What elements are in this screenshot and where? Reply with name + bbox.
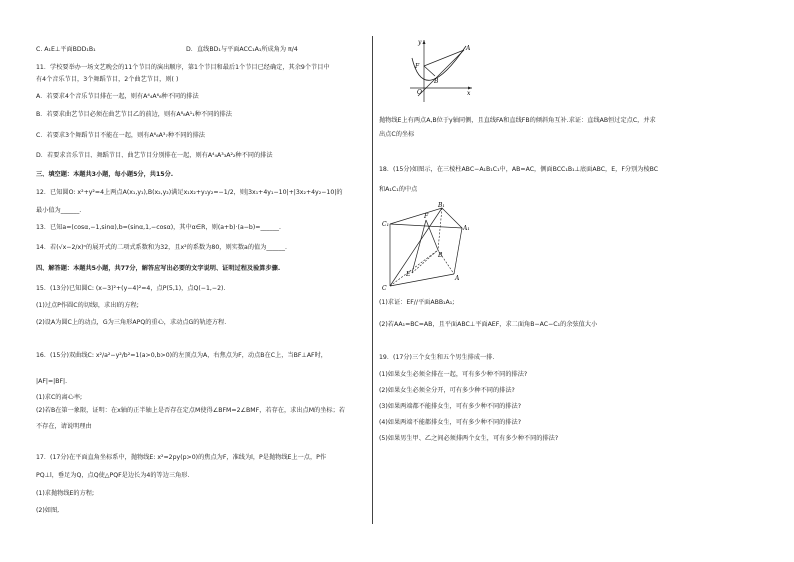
right-text-line: (2)若AA₁=BC=AB，且平面ABC⊥平面AEF，求二面角B−AC−C₁的余弦值大小 xyxy=(379,321,598,328)
fig18-label-e: E xyxy=(406,271,411,278)
left-text-line: 12．已知圆O: x²+y²=4上两点A(x₁,y₁),B(x₂,y₂)满足x₁x₂+y₁y₂=−1/2，则|3x₁+4y₁−10|+|3x₂+4y₂−10|的 xyxy=(36,189,343,196)
right-text-line: 出点C的坐标 xyxy=(379,131,415,138)
left-text-line: 17．(17分)在平面直角坐标系中，抛物线E: x²=2py(p>0)的焦点为F，准线为l，P是抛物线E上一点，P作 xyxy=(36,454,327,461)
right-text-line: (5)如果男生甲、乙之间必须排两个女生，可有多少种不同的排法? xyxy=(379,435,559,442)
left-text-line: C．若要求3个舞蹈节目不能在一起，则有A⁶₆A³₇种不同的排法 xyxy=(36,132,205,139)
right-text-line: 抛物线E上有两点A,B位于y轴同侧，且直线FA和直线FB的倾斜角互补.求证：直线AB恒过定点C，并求 xyxy=(379,117,656,124)
right-text-line: (1)求证：EF//平面ABB₁A₁; xyxy=(379,299,455,306)
fig17-label-y: y xyxy=(418,39,422,46)
left-text-line: 13．已知a=(cosα,−1,sinα),b=(sinα,1,−cosα)，其中α∈R，则(a+b)·(a−b)=______. xyxy=(36,224,281,231)
left-text-line: (1)过点P作圆C的切线l，求出l的方程; xyxy=(36,302,139,309)
left-text-line: D．直线BD₁与平面ACC₁A₁所成角为 π/4 xyxy=(186,46,298,53)
left-text-line: B．若要求曲艺节目必须在曲艺节目乙的前边，则有A⁸₈A¹₁种不同的排法 xyxy=(36,111,232,118)
left-text-line: (1)求C的离心率; xyxy=(36,394,83,401)
left-text-line: (2)如图, xyxy=(36,507,60,514)
left-text-line: (2)若B在第一象限，证明：在x轴的正半轴上是否存在定点M使得∠BFM=2∠BMF，若存在，求出点M的坐标；若 xyxy=(36,407,345,414)
left-text-line: 三、填空题：本题共3小题，每小题5分，共15分. xyxy=(36,171,174,178)
left-text-line: C. A₁E⊥平面BDD₁B₁ xyxy=(36,46,96,53)
column-divider xyxy=(372,36,373,524)
fig17-label-b: B xyxy=(434,78,439,85)
left-text-line: 有4个音乐节目，3个舞蹈节目，2个曲艺节目，则( ) xyxy=(36,76,179,83)
left-text-line: (1)求抛物线E的方程; xyxy=(36,490,95,497)
right-text-line: 18．(15分)如图示，在三棱柱ABC−A₁B₁C₁中，AB=AC，侧面BCC₁B₁⊥底面ABC，E，F分别为棱BC xyxy=(379,166,659,173)
fig17-label-a: A xyxy=(466,45,471,52)
right-text-line: 和A₁C₁的中点 xyxy=(379,186,418,193)
fig17-label-x: x xyxy=(467,90,471,97)
left-text-line: 不存在，请说明理由 xyxy=(36,423,92,430)
right-text-line: (4)如果两端不能都排女生，可有多少种不同的排法? xyxy=(379,419,521,426)
left-text-line: D．若要求音乐节目、舞蹈节目、曲艺节目分别排在一起，则有A⁴₄A³₃A²₂种不同的排法 xyxy=(36,152,273,159)
left-text-line: 四、解答题：本题共5小题，共77分，解答应写出必要的文字说明、证明过程及验算步骤. xyxy=(36,265,281,272)
right-text-line: 19．(17分)三个女生和五个男生排成一排. xyxy=(379,354,495,361)
fig18-label-a: A xyxy=(455,275,460,282)
left-text-line: A．若要求4个音乐节目排在一起，则有A⁴₄A⁶₆种不同的排法 xyxy=(36,93,199,100)
fig18-label-c1: C₁ xyxy=(382,221,389,228)
fig17-label-o: O xyxy=(417,89,422,96)
fig17-label-f: F xyxy=(415,63,420,70)
left-text-line: 最小值为______. xyxy=(36,207,82,214)
fig18-label-a1: A₁ xyxy=(463,225,470,232)
left-text-line: 14．若(√x−2/x)ⁿ的展开式的二项式系数和为32，且x²的系数为80，则实数a的值为______. xyxy=(36,244,287,251)
fig18-label-f: F xyxy=(424,213,429,220)
left-text-line: |AF|=|BF|. xyxy=(36,378,68,385)
left-text-line: 11．学校要举办一场文艺晚会的11个节目的演出顺序，第1个节目和最后1个节目已经确定，其余9个节目中 xyxy=(36,64,330,71)
left-text-line: 16．(15分)双曲线C: x²/a²−y²/b²=1(a>0,b>0)的左顶点为A，右焦点为F，动点B在C上，当BF⊥AF时， xyxy=(36,352,327,359)
right-text-line: (2)如果女生必须全分开，可有多少种不同的排法? xyxy=(379,387,515,394)
fig18-label-c: C xyxy=(382,285,387,292)
prism-figure xyxy=(380,200,470,292)
fig18-label-b: B xyxy=(438,252,443,259)
fig18-label-b1: B₁ xyxy=(438,202,445,209)
right-text-line: (1)如果女生必须全排在一起，可有多少种不同的排法? xyxy=(379,371,528,378)
left-text-line: 15．(13分)已知圆C: (x−3)²+(y−4)²=4，点P(5,1)，点Q(−1,−2). xyxy=(36,285,226,292)
right-text-line: (3)如果两端都不能排女生，可有多少种不同的排法? xyxy=(379,403,521,410)
left-text-line: PQ⊥l，垂足为Q，点Q使△PQF是边长为4的等边三角形. xyxy=(36,472,190,479)
parabola-figure xyxy=(404,36,476,104)
left-text-line: (2)设A为圆C上的动点，G为三角形APQ的重心，求动点G的轨迹方程. xyxy=(36,319,227,326)
